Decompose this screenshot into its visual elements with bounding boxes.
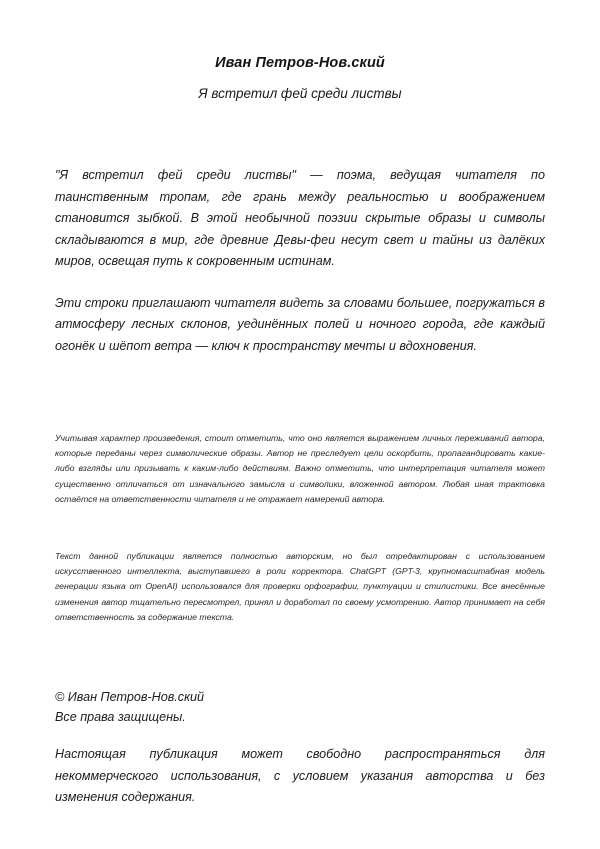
- disclaimer-paragraph-interpretation: Учитывая характер произведения, стоит отметить, что оно является выражением личных переживаний автора, которые переданы через символические образы. Автор не преследует цели оскорбить, пропагандировать какие-либо взгляды или призывать к каким-либо действиям. Важно отметить, что интерпретация читателя может существенно отличаться от изначального замысла и символики, вложенной автором. Любая иная трактовка остаётся на ответственности читателя и не отражает намерений автора.: [55, 433, 545, 504]
- copyright-notice: © Иван Петров-Нов.ский: [55, 690, 205, 705]
- page-title: Иван Петров-Нов.ский: [215, 55, 385, 71]
- disclaimer-paragraph-ai-editing: Текст данной публикации является полностью авторским, но был отредактирован с использованием искусственного интеллекта, выступавшего в роли корректора. ChatGPT (GPT-3, крупномасштабная модель генерации языка от OpenAI) использовался для проверки орфографии, пунктуации и стилистики. Все внесённые изменения автор тщательно пересмотрел, принял и доработал по своему усмотрению. Автор принимает на себя ответственность за содержание текста.: [55, 551, 545, 622]
- rights-reserved-notice: Все права защищены.: [55, 710, 186, 725]
- license-paragraph: Настоящая публикация может свободно распространяться для некоммерческого использования, с условием указания авторства и без изменения содержания.: [55, 747, 545, 805]
- disclaimer-block-one: [55, 357, 545, 507]
- body-paragraphs-block: [55, 103, 545, 357]
- copyright-block: [55, 625, 545, 727]
- license-block: [55, 727, 545, 809]
- page-subtitle: Я встретил фей среди листвы: [198, 86, 402, 101]
- body-paragraph-1: "Я встретил фей среди листвы" — поэма, ведущая читателя по таинственным тропам, где грань между реальностью и воображением становится зыбкой. В этой необычной поэзии скрытые образы и символы складываются в мир, где древние Девы-феи несут свет и тайны из далёких миров, освещая путь к сокровенным истинам.: [55, 168, 545, 268]
- disclaimer-block-two: [55, 507, 545, 625]
- title-block: [55, 0, 545, 103]
- body-paragraph-2: Эти строки приглашают читателя видеть за словами большее, погружаться в атмосферу лесных склонов, уединённых полей и ночного города, где каждый огонёк и шёпот ветра — ключ к пространству мечты и вдохновения.: [55, 295, 545, 353]
- document-content-column: [55, 0, 545, 809]
